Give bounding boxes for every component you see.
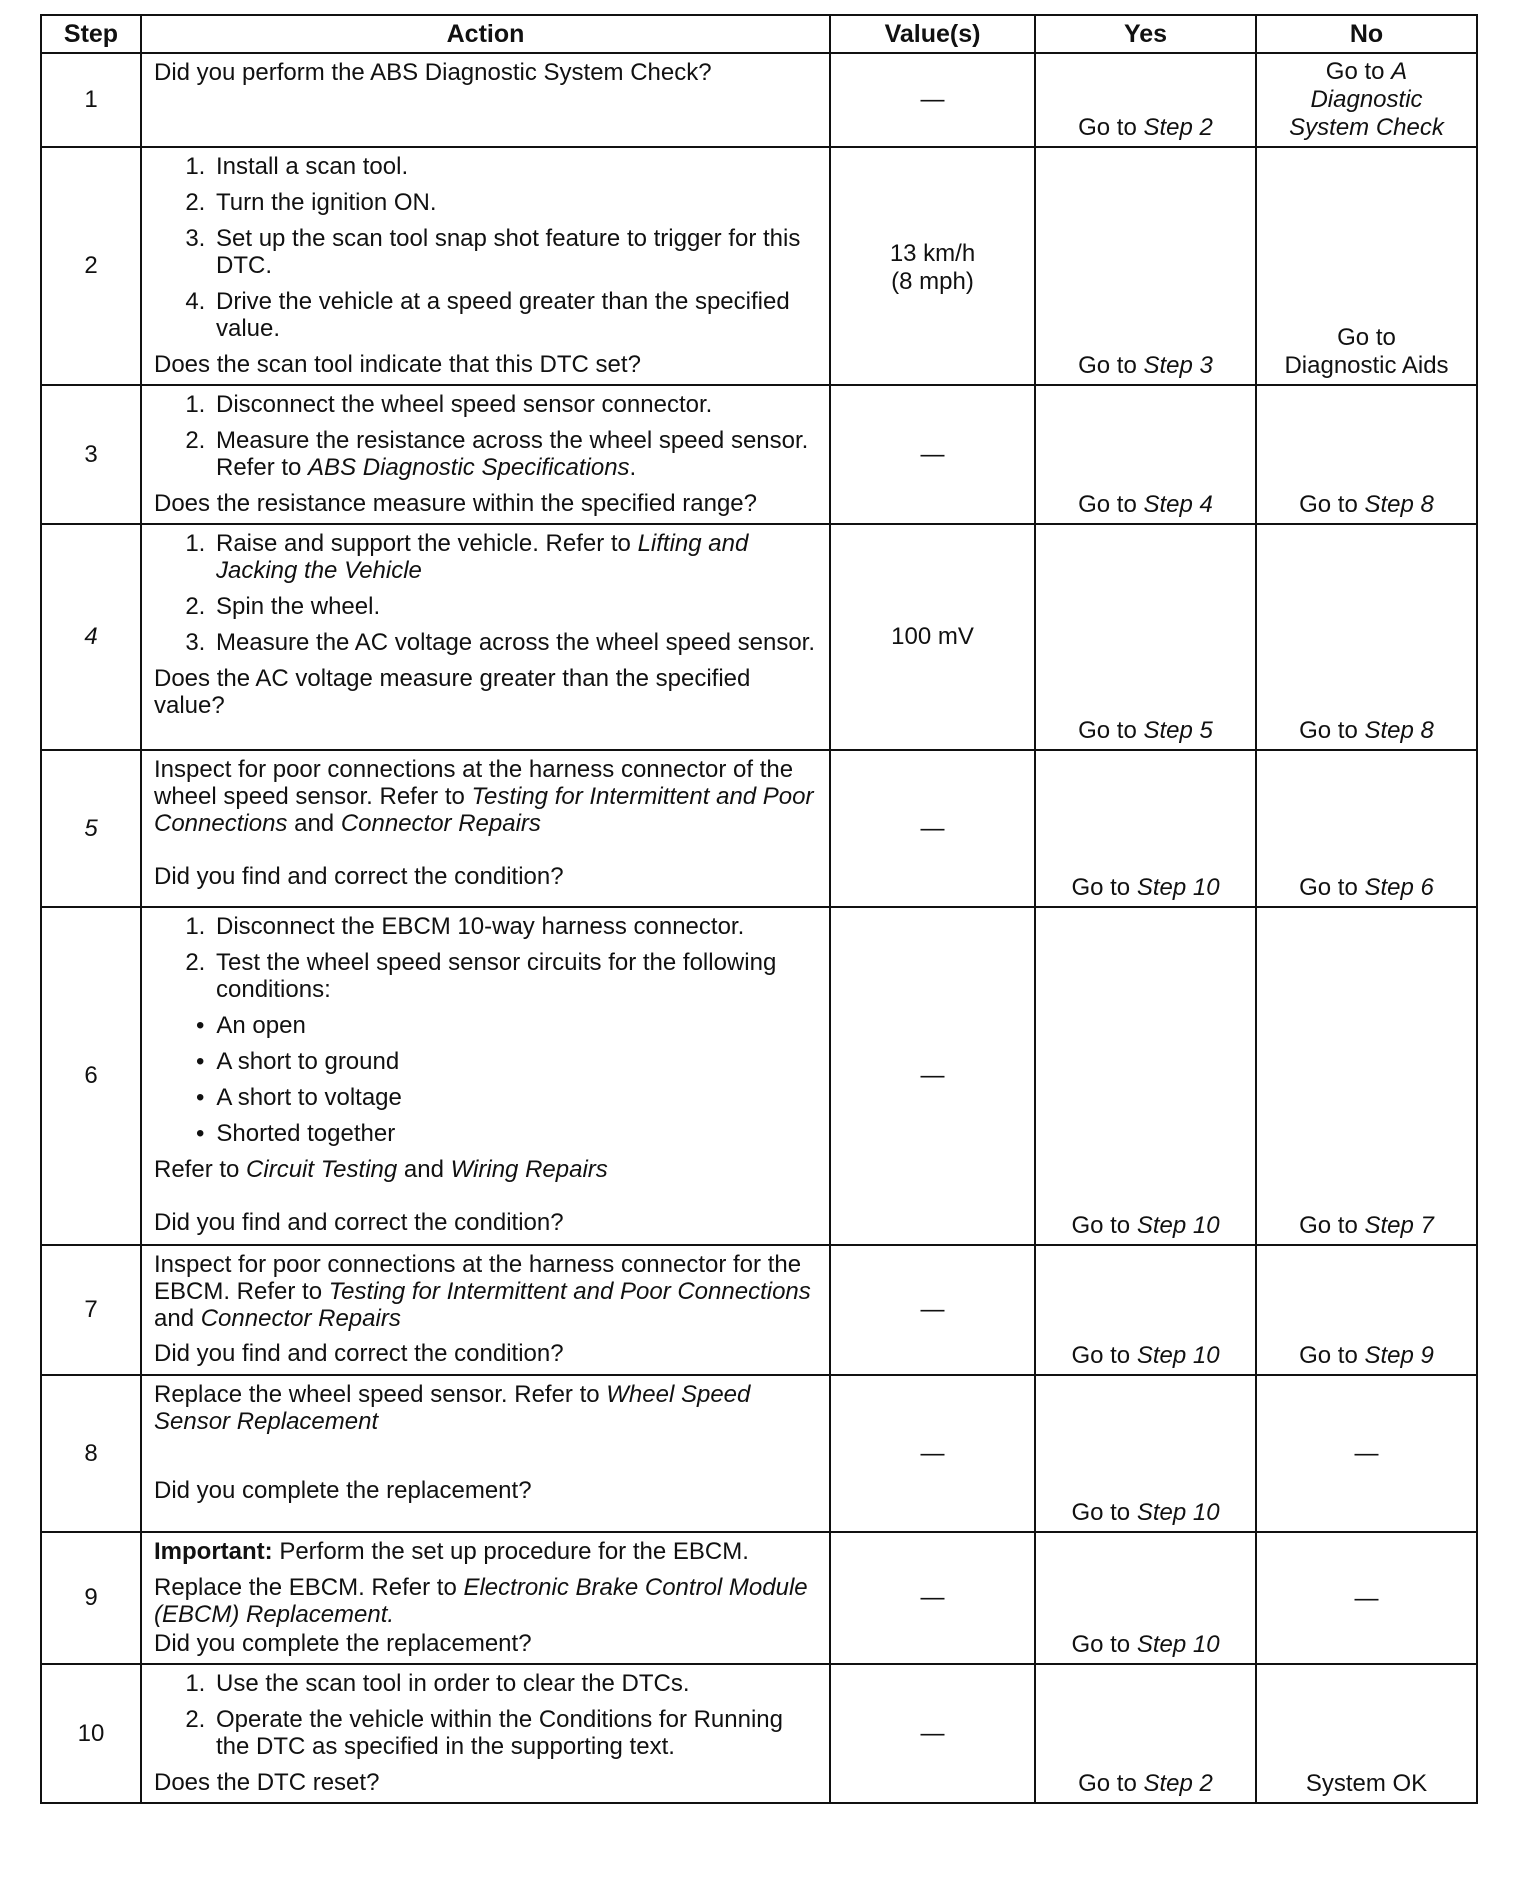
yes-step-link[interactable]: Step 2 — [1143, 114, 1213, 141]
yes-prefix: Go to — [1078, 491, 1144, 518]
reference-link[interactable]: Wheel Speed Sensor Replacement — [154, 1381, 751, 1435]
yes-prefix: Go to — [1078, 352, 1144, 379]
header-row — [41, 15, 1477, 53]
action-cell — [141, 53, 830, 147]
action-cell — [141, 1245, 830, 1375]
no-prefix: Go to — [1299, 874, 1365, 901]
action-cell — [141, 1532, 830, 1664]
action-text — [154, 1156, 817, 1183]
procedure-step: 3. Set up the scan tool snap shot feature to trigger for this DTC. — [212, 225, 817, 279]
procedure-list — [154, 1670, 817, 1760]
action-instruction: Replace the EBCM. Refer to — [154, 1574, 464, 1601]
yes-prefix: Go to — [1071, 1212, 1137, 1239]
no-link-part-1[interactable]: A — [1391, 58, 1408, 85]
action-instruction: Refer to — [154, 1156, 247, 1183]
yes-prefix: Go to — [1071, 1499, 1137, 1526]
value-cell: — — [830, 1245, 1035, 1375]
no-prefix: Go to — [1299, 1342, 1365, 1369]
no-cell — [1256, 524, 1477, 750]
step-number: 10 — [41, 1664, 141, 1803]
condition-item: • A short to voltage — [218, 1084, 817, 1111]
value-cell: — — [830, 907, 1035, 1245]
header-no: No — [1256, 15, 1477, 53]
reference-link[interactable]: Circuit Testing — [246, 1156, 398, 1183]
reference-link[interactable]: Wiring Repairs — [450, 1156, 608, 1183]
table-row — [41, 907, 1477, 1245]
diagnostic-table — [40, 14, 1478, 1804]
procedure-step: 1. Install a scan tool. — [212, 153, 817, 180]
value-line: 13 km/h — [889, 240, 976, 267]
yes-step-link[interactable]: Step 10 — [1136, 874, 1220, 901]
condition-item: • A short to ground — [218, 1048, 817, 1075]
procedure-step: 1. Disconnect the wheel speed sensor connector. — [212, 391, 817, 418]
no-line: Go to — [1337, 324, 1396, 351]
table-row — [41, 147, 1477, 385]
procedure-list — [154, 153, 817, 342]
action-question: Does the resistance measure within the specified range? — [154, 490, 757, 517]
procedure-step: 2. Test the wheel speed sensor circuits for the following conditions: — [212, 949, 817, 1003]
conjunction: and — [397, 1156, 451, 1183]
step-number: 5 — [41, 750, 141, 907]
yes-cell — [1035, 1532, 1256, 1664]
no-cell — [1256, 750, 1477, 907]
yes-cell — [1035, 1245, 1256, 1375]
header-step: Step — [41, 15, 141, 53]
yes-step-link[interactable]: Step 10 — [1136, 1499, 1220, 1526]
no-link[interactable]: Diagnostic Aids — [1284, 352, 1449, 379]
yes-prefix: Go to — [1071, 1342, 1137, 1369]
step-number: 6 — [41, 907, 141, 1245]
yes-cell — [1035, 385, 1256, 524]
reference-link[interactable]: Testing for Intermittent and Poor Connections — [154, 783, 814, 837]
action-instruction: Inspect for poor connections at the harness connector for the EBCM. Refer to — [154, 1251, 802, 1305]
table-row — [41, 1664, 1477, 1803]
step-number: 4 — [41, 524, 141, 750]
procedure-step: 2. Turn the ignition ON. — [212, 189, 817, 216]
yes-cell — [1035, 907, 1256, 1245]
yes-prefix: Go to — [1078, 1770, 1144, 1797]
reference-link[interactable]: Connector Repairs — [200, 1305, 401, 1332]
no-cell: — — [1256, 1375, 1477, 1532]
step-number: 1 — [41, 53, 141, 147]
action-cell — [141, 524, 830, 750]
no-cell — [1256, 1245, 1477, 1375]
table-row — [41, 750, 1477, 907]
step-number: 9 — [41, 1532, 141, 1664]
value-cell: — — [830, 385, 1035, 524]
table-row — [41, 524, 1477, 750]
yes-prefix: Go to — [1071, 1631, 1137, 1658]
value-cell: — — [830, 1664, 1035, 1803]
procedure-step: 1. Use the scan tool in order to clear the DTCs. — [212, 1670, 817, 1697]
action-question: Did you complete the replacement? — [154, 1477, 532, 1504]
important-note — [154, 1538, 817, 1565]
action-question: Did you find and correct the condition? — [154, 1209, 564, 1236]
step-number: 2 — [41, 147, 141, 385]
step-number: 3 — [41, 385, 141, 524]
yes-step-link[interactable]: Step 10 — [1136, 1212, 1220, 1239]
action-text — [154, 756, 817, 837]
header-values: Value(s) — [830, 15, 1035, 53]
procedure-step: 2. Measure the resistance across the wheel speed sensor. Refer to ABS Diagnostic Specifications. — [212, 427, 817, 481]
yes-cell — [1035, 750, 1256, 907]
procedure-step — [212, 530, 817, 584]
no-cell — [1256, 385, 1477, 524]
value-cell: 100 mV — [830, 524, 1035, 750]
no-cell — [1256, 907, 1477, 1245]
no-cell — [1256, 53, 1477, 147]
action-instruction: Replace the wheel speed sensor. Refer to — [154, 1381, 607, 1408]
action-cell — [141, 1375, 830, 1532]
yes-step-link[interactable]: Step 4 — [1143, 491, 1213, 518]
no-link-part-2[interactable]: Diagnostic — [1310, 86, 1423, 113]
action-question: Did you find and correct the condition? — [154, 1340, 564, 1367]
no-cell: System OK — [1256, 1664, 1477, 1803]
yes-step-link[interactable]: Step 5 — [1143, 717, 1213, 744]
yes-step-link[interactable]: Step 3 — [1143, 352, 1213, 379]
condition-item: • Shorted together — [218, 1120, 817, 1147]
no-prefix: Go to — [1299, 491, 1365, 518]
action-question: Does the DTC reset? — [154, 1769, 380, 1796]
no-prefix: Go to — [1299, 717, 1365, 744]
important-label: Important: — [154, 1538, 273, 1565]
no-prefix: Go to — [1299, 1212, 1365, 1239]
spacer — [154, 1183, 817, 1207]
value-cell: — — [830, 53, 1035, 147]
reference-link[interactable]: Lifting and Jacking the Vehicle — [216, 530, 749, 584]
yes-cell — [1035, 147, 1256, 385]
no-cell: — — [1256, 1532, 1477, 1664]
header-action: Action — [141, 15, 830, 53]
action-question: Did you complete the replacement? — [154, 1630, 532, 1657]
reference-link[interactable]: ABS Diagnostic Specifications — [308, 454, 630, 481]
table-row — [41, 385, 1477, 524]
no-step-link[interactable]: Step 6 — [1364, 874, 1434, 901]
action-text — [154, 1381, 817, 1435]
action-question: Did you find and correct the condition? — [154, 863, 564, 890]
action-question: Does the AC voltage measure greater than the specified value? — [154, 665, 751, 719]
yes-prefix: Go to — [1078, 114, 1144, 141]
action-instruction: Inspect for poor connections at the harness connector of the wheel speed sensor. Refer to — [154, 756, 794, 810]
procedure-step: 2. Operate the vehicle within the Conditions for Running the DTC as specified in the supporting text. — [212, 1706, 817, 1760]
yes-prefix: Go to — [1071, 874, 1137, 901]
conjunction: and — [287, 810, 341, 837]
conjunction: and — [154, 1305, 201, 1332]
value-cell — [830, 147, 1035, 385]
procedure-step: 3. Measure the AC voltage across the wheel speed sensor. — [212, 629, 817, 656]
procedure-list — [154, 391, 817, 481]
reference-link[interactable]: Connector Repairs — [340, 810, 541, 837]
procedure-step: 1. Disconnect the EBCM 10-way harness connector. — [212, 913, 817, 940]
action-question: Does the scan tool indicate that this DTC set? — [154, 351, 641, 378]
procedure-step: 2. Spin the wheel. — [212, 593, 817, 620]
procedure-step: 4. Drive the vehicle at a speed greater than the specified value. — [212, 288, 817, 342]
value-cell: — — [830, 750, 1035, 907]
action-cell — [141, 1664, 830, 1803]
yes-cell — [1035, 1375, 1256, 1532]
action-text — [154, 1251, 817, 1332]
procedure-text: Raise and support the vehicle. Refer to — [216, 530, 638, 557]
condition-list — [154, 1012, 817, 1147]
action-cell — [141, 385, 830, 524]
table-row — [41, 1245, 1477, 1375]
no-step-link[interactable]: Step 7 — [1364, 1212, 1434, 1239]
condition-item: • An open — [218, 1012, 817, 1039]
spacer — [154, 837, 817, 861]
yes-prefix: Go to — [1078, 717, 1144, 744]
yes-step-link[interactable]: Step 10 — [1136, 1342, 1220, 1369]
no-step-link[interactable]: Step 9 — [1364, 1342, 1434, 1369]
reference-link[interactable]: Electronic Brake Control Module (EBCM) Replacement. — [154, 1574, 808, 1628]
no-step-link[interactable]: Step 8 — [1364, 491, 1434, 518]
action-question: Did you perform the ABS Diagnostic System Check? — [154, 59, 712, 86]
step-number: 8 — [41, 1375, 141, 1532]
action-cell — [141, 147, 830, 385]
yes-cell — [1035, 1664, 1256, 1803]
action-text — [154, 1574, 817, 1628]
action-cell — [141, 750, 830, 907]
value-cell: — — [830, 1375, 1035, 1532]
value-cell: — — [830, 1532, 1035, 1664]
no-step-link[interactable]: Step 8 — [1364, 717, 1434, 744]
table-row — [41, 1375, 1477, 1532]
yes-cell — [1035, 53, 1256, 147]
table-row — [41, 53, 1477, 147]
step-number: 7 — [41, 1245, 141, 1375]
important-text: Perform the set up procedure for the EBCM. — [272, 1538, 749, 1565]
procedure-list — [154, 913, 817, 1003]
table-row — [41, 1532, 1477, 1664]
spacer — [154, 1435, 817, 1475]
yes-cell — [1035, 524, 1256, 750]
procedure-list — [154, 530, 817, 656]
header-yes: Yes — [1035, 15, 1256, 53]
no-prefix: Go to — [1325, 58, 1392, 85]
yes-step-link[interactable]: Step 2 — [1143, 1770, 1213, 1797]
reference-link[interactable]: Testing for Intermittent and Poor Connections — [328, 1278, 811, 1305]
action-cell — [141, 907, 830, 1245]
value-line: (8 mph) — [891, 268, 974, 295]
no-link-part-3[interactable]: System Check — [1289, 114, 1444, 141]
procedure-text: Measure the resistance across the wheel speed sensor. Refer to — [216, 427, 809, 481]
yes-step-link[interactable]: Step 10 — [1136, 1631, 1220, 1658]
no-cell — [1256, 147, 1477, 385]
